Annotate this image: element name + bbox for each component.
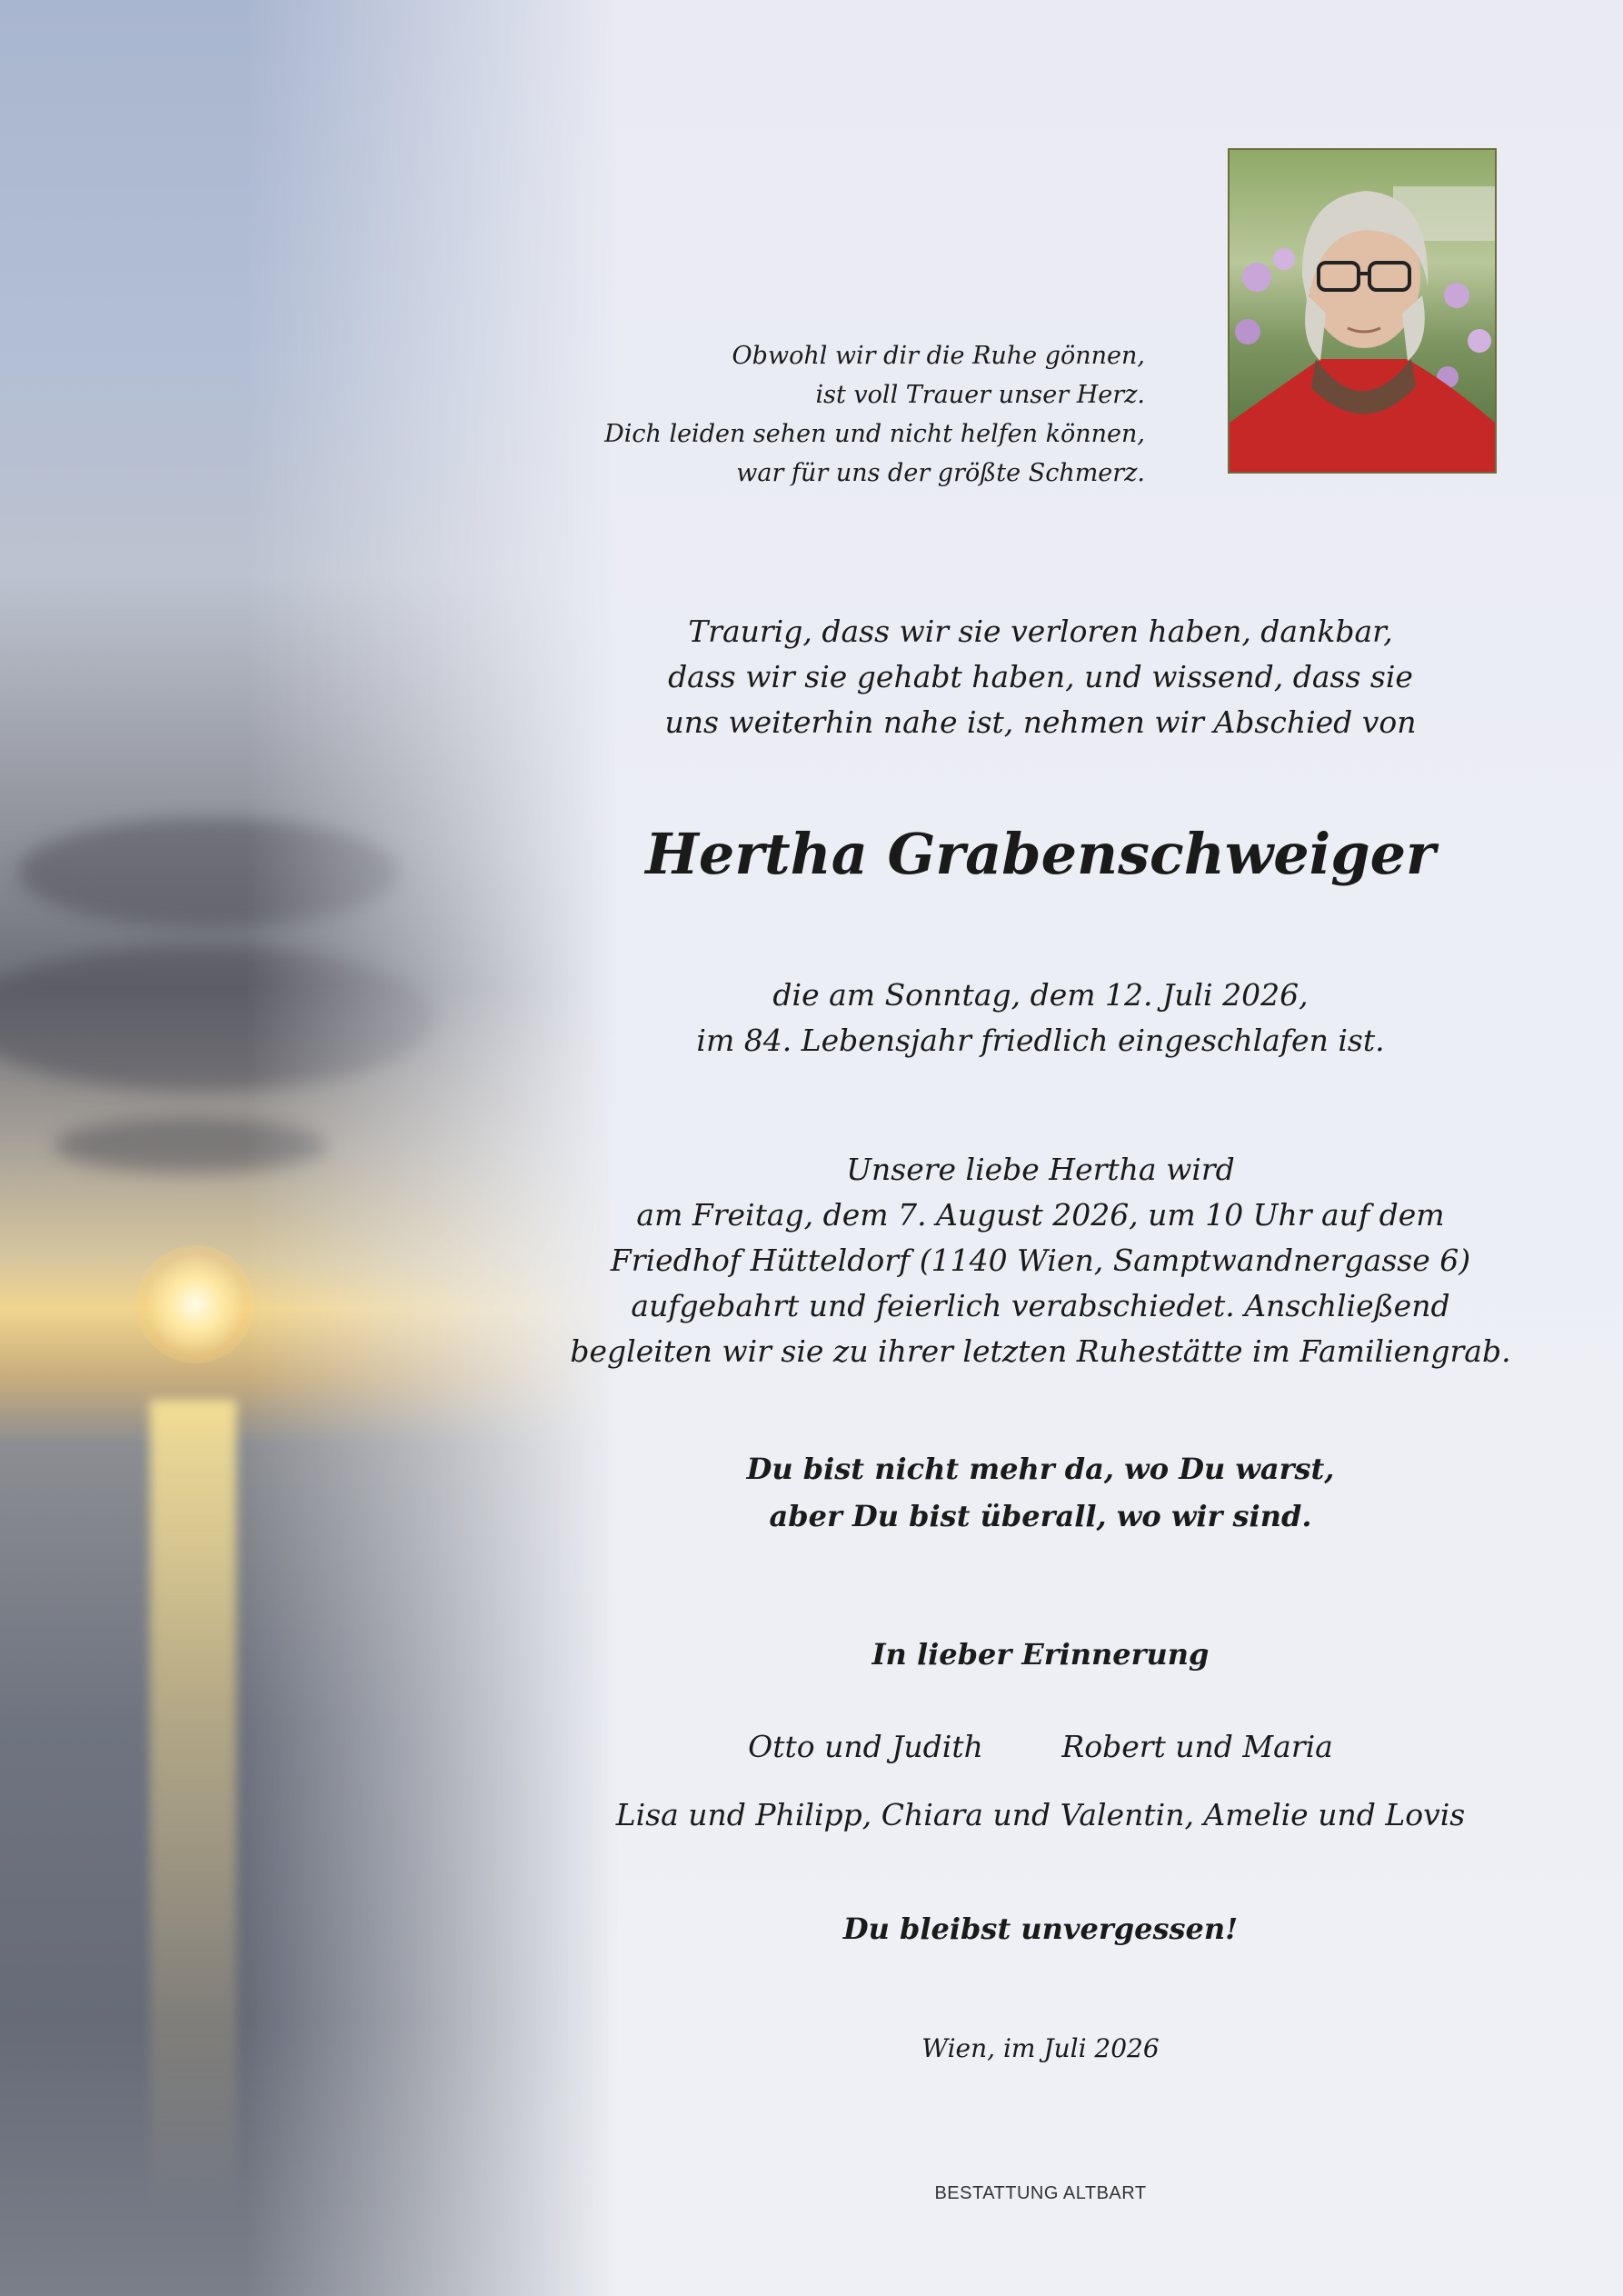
- funeral-line: Unsere liebe Hertha wird: [846, 1152, 1235, 1187]
- death-line: im 84. Lebensjahr friedlich eingeschlafen ist.: [696, 1023, 1385, 1058]
- cloud-shape: [0, 945, 436, 1091]
- undertaker-name: BESTATTUNG ALTBART: [934, 2183, 1147, 2203]
- mourners-row-2: Lisa und Philipp, Chiara und Valentin, Amelie und Lovis: [615, 1797, 1466, 1832]
- funeral-details: [527, 1147, 1554, 1374]
- verse-line: Dich leiden sehen und nicht helfen können,: [604, 420, 1145, 448]
- quote-line: Du bist nicht mehr da, wo Du warst,: [746, 1452, 1335, 1486]
- place-date: Wien, im Juli 2026: [921, 2033, 1160, 2063]
- verse-line: Obwohl wir dir die Ruhe gönnen,: [732, 342, 1145, 370]
- intro-line: uns weiterhin nahe ist, nehmen wir Abschied von: [664, 704, 1417, 740]
- mourner-name: Otto und Judith: [748, 1729, 983, 1764]
- intro-line: Traurig, dass wir sie verloren haben, dankbar,: [688, 614, 1393, 649]
- cloud-shape: [18, 818, 400, 927]
- funeral-line: begleiten wir sie zu ihrer letzten Ruhestätte im Familiengrab.: [570, 1333, 1511, 1369]
- intro-line: dass wir sie gehabt haben, und wissend, dass sie: [668, 659, 1413, 694]
- verse-line: war für uns der größte Schmerz.: [736, 459, 1145, 487]
- deceased-name: Hertha Grabenschweiger: [645, 821, 1436, 887]
- memory-heading: In lieber Erinnerung: [871, 1637, 1210, 1672]
- death-notice: [527, 973, 1554, 1063]
- death-line: die am Sonntag, dem 12. Juli 2026,: [772, 977, 1309, 1013]
- mourner-name: Robert und Maria: [1061, 1729, 1333, 1764]
- memorial-quote: [527, 1445, 1554, 1540]
- sun-reflection: [150, 1400, 236, 2218]
- farewell-intro: [527, 609, 1554, 745]
- sun-glow: [136, 1245, 254, 1363]
- portrait-illustration: [1230, 150, 1495, 472]
- cloud-shape: [55, 1118, 327, 1173]
- opening-verse: [509, 336, 1145, 493]
- funeral-line: am Freitag, dem 7. August 2026, um 10 Uhr auf dem: [636, 1197, 1445, 1233]
- funeral-line: aufgebahrt und feierlich verabschiedet. Anschließend: [631, 1288, 1450, 1323]
- funeral-line: Friedhof Hütteldorf (1140 Wien, Samptwandnergasse 6): [610, 1243, 1471, 1278]
- mourners-row-1: [527, 1724, 1554, 1770]
- closing-line: Du bleibst unvergessen!: [842, 1912, 1239, 1946]
- portrait-photo: [1228, 148, 1497, 474]
- verse-line: ist voll Trauer unser Herz.: [815, 381, 1145, 409]
- quote-line: aber Du bist überall, wo wir sind.: [769, 1499, 1312, 1533]
